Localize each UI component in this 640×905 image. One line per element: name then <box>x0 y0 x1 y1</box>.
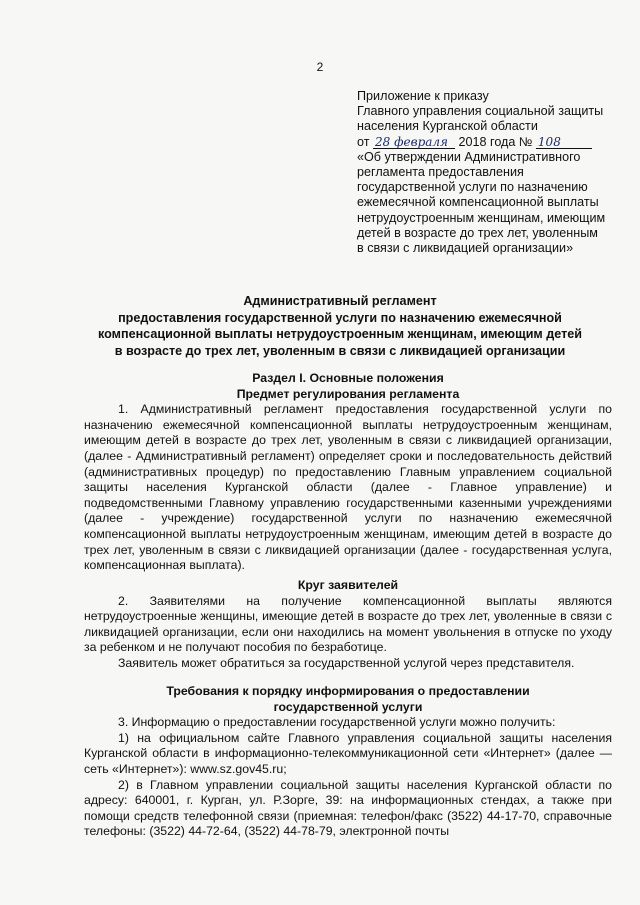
title-line: компенсационной выплаты нетрудоустроенным женщинам, имеющим детей <box>97 327 582 342</box>
appendix-line: ежемесячной компенсационной выплаты <box>357 195 599 210</box>
appendix-line: «Об утверждении Административного <box>357 149 581 164</box>
paragraph-1: 1. Административный регламент предоставления государственной услуги по назначению ежемесячной компенсационной выплаты нетрудоустроенным женщинам, имеющим детей в возрасте до трех лет, уволенным в связи с ликвидацией организации, (далее - Административный регламент) определяет сроки и последовательность действий (административных процедур) по предоставлению Главным управлением социальной защиты населения Курганской области (далее - Главное управление) и подведомственными Главному управлению государственными казенными учреждениями (далее - учреждение) государственной услуги по назначению ежемесячной компенсационной выплаты нетрудоустроенным женщинам, имеющим детей в возрасте до трех лет, уволенным в связи с ликвидацией организации (далее - государственная услуга, компенсационная выплата). <box>84 402 612 573</box>
appendix-line: населения Курганской области <box>357 119 538 134</box>
appendix-block <box>357 89 619 256</box>
section-heading: Раздел I. Основные положения <box>252 371 444 385</box>
paragraph-3-1: 1) на официальном сайте Главного управления социальной защиты населения Курганской области в информационно-телекоммуникационной сети «Интернет» (далее — сеть «Интернет»): www.sz.gov45.ru; <box>84 730 612 776</box>
appendix-date-line <box>357 135 619 150</box>
paragraph-2: 2. Заявителями на получение компенсационной выплаты являются нетрудоустроенные женщины, имеющие детей в возрасте до трех лет, уволенные в связи с ликвидацией организации, если они находились на момент увольнения в отпуске по уходу за ребенком и не получают пособия по безработице. <box>84 593 612 655</box>
handwritten-date: 28 февраля <box>373 136 455 149</box>
title-line: Административный регламент <box>243 294 437 308</box>
paragraph-3-2: 2) в Главном управлении социальной защиты населения Курганской области по адресу: 640001, г. Курган, ул. Р.Зорге, 39: на информационных стендах, а также при помощи средств телефонной связи (приемная: телефон/факс (3522) 44-17-70, справочные телефоны: (3522) 44-72-64, (3522) 44-78-79, электронной почты <box>84 777 612 839</box>
document-title <box>60 293 620 359</box>
paragraph-3: 3. Информацию о предоставлении государственной услуги можно получить: <box>118 715 556 730</box>
title-line: в возрасте до трех лет, уволенным в связи с ликвидацией организации <box>114 343 566 358</box>
section-heading: Требования к порядку информирования о предоставлении <box>166 684 530 698</box>
section-subheading: Предмет регулирования регламента <box>236 386 460 401</box>
title-line: предоставления государственной услуги по назначению ежемесячной <box>118 310 562 325</box>
year-text: 2018 года № <box>458 134 533 149</box>
page-number: 2 <box>316 60 324 74</box>
handwritten-order-number: 108 <box>536 136 592 149</box>
appendix-line: регламента предоставления <box>357 165 524 180</box>
appendix-line: нетрудоустроенным женщинам, имеющим <box>357 210 606 225</box>
section-applicants <box>84 578 612 672</box>
date-prefix: от <box>357 134 370 149</box>
appendix-line: Приложение к приказу <box>357 89 489 103</box>
section-heading: Круг заявителей <box>297 578 399 592</box>
appendix-line: детей в возрасте до трех лет, уволенным <box>357 225 598 240</box>
appendix-line: в связи с ликвидацией организации» <box>357 241 574 256</box>
appendix-line: государственной услуги по назначению <box>357 180 588 195</box>
section-main-provisions <box>84 371 612 574</box>
section-informing <box>84 684 612 840</box>
section-heading: государственной услуги <box>273 699 423 714</box>
appendix-line: Главного управления социальной защиты <box>357 104 604 119</box>
paragraph-2b: Заявитель может обратиться за государственной услугой через представителя. <box>118 655 575 670</box>
